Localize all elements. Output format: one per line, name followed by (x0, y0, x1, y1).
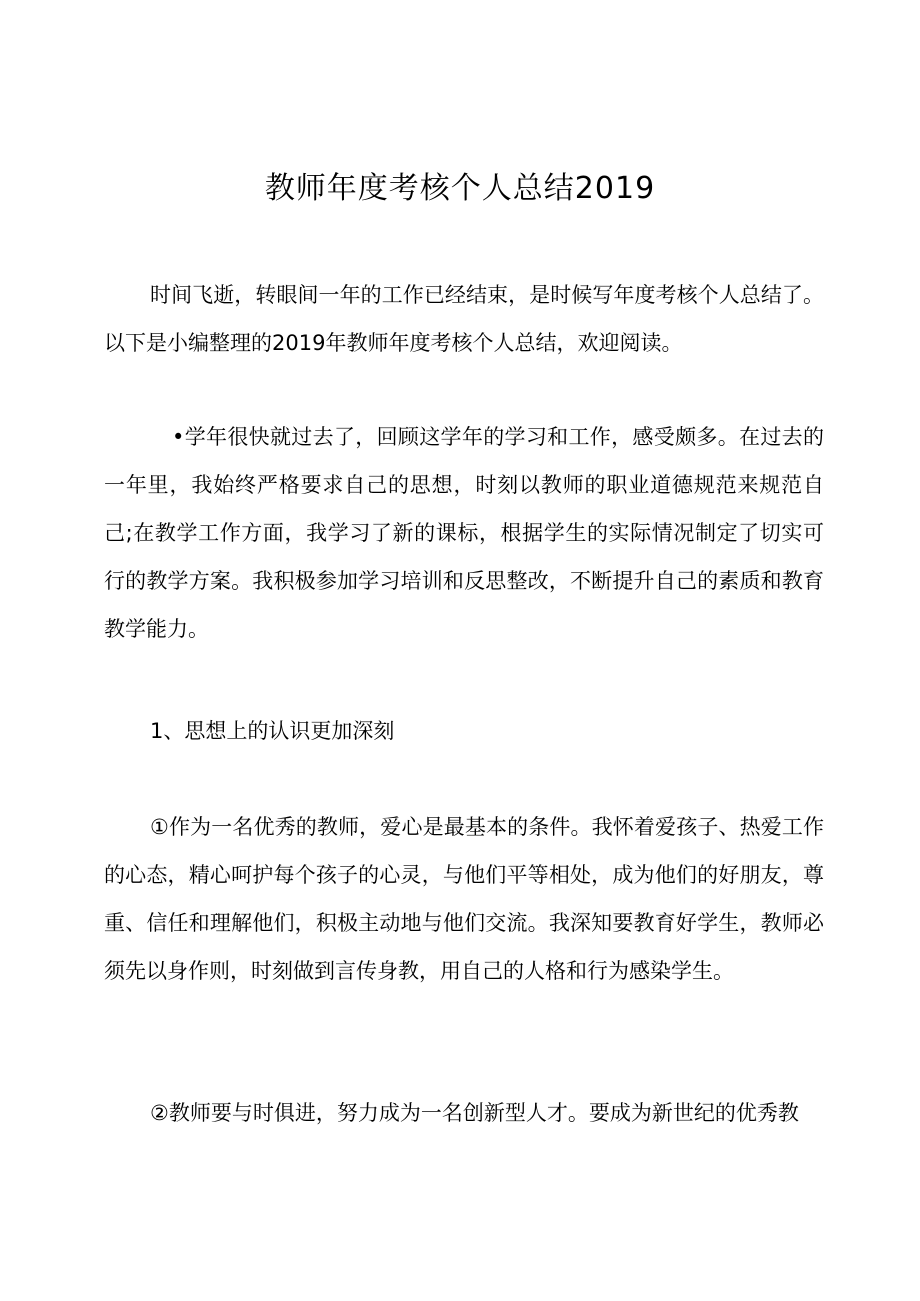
bullet-paragraph: •学年很快就过去了，回顾这学年的学习和工作，感受颇多。在过去的一年里，我始终严格要求自己的思想，时刻以教师的职业道德规范来规范自己;在教学工作方面，我学习了新的课标，根据学生的实际情况制定了切实可行的教学方案。我积极参加学习培训和反思整改，不断提升自己的素质和教育教学能力。 (104, 425, 824, 641)
section-heading: 1、思想上的认识更加深刻 (150, 719, 395, 743)
document-title: 教师年度考核个人总结2019 (264, 171, 656, 206)
intro-paragraph: 时间飞逝，转眼间一年的工作已经结束，是时候写年度考核个人总结了。以下是小编整理的2019年教师年度考核个人总结，欢迎阅读。 (104, 283, 824, 355)
numbered-paragraph-2: ②教师要与时俱进，努力成为一名创新型人才。要成为新世纪的优秀教 (150, 1101, 799, 1125)
numbered-paragraph-1: ①作为一名优秀的教师，爱心是最基本的条件。我怀着爱孩子、热爱工作的心态，精心呵护每个孩子的心灵，与他们平等相处，成为他们的好朋友，尊重、信任和理解他们，积极主动地与他们交流。我深知要教育好学生，教师必须先以身作则，时刻做到言传身教，用自己的人格和行为感染学生。 (104, 815, 824, 983)
